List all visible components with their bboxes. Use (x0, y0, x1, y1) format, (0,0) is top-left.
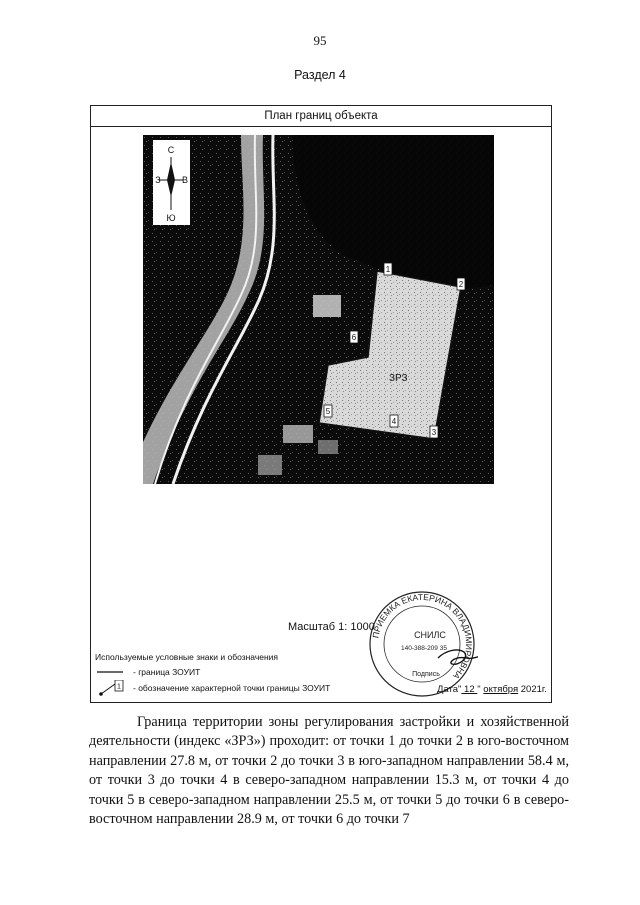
compass-west: З (155, 175, 161, 185)
plan-frame (90, 105, 552, 703)
point-marker (324, 405, 332, 417)
aerial-map (143, 135, 494, 484)
compass-north: С (167, 145, 175, 155)
date-month: октября (483, 684, 519, 695)
building (313, 295, 341, 317)
point-label: 4 (391, 417, 397, 426)
point-marker (350, 331, 358, 343)
building (283, 425, 313, 443)
compass (153, 140, 190, 225)
date-prefix: Дата" (437, 684, 462, 695)
point-marker (390, 415, 398, 427)
boundary-line-symbol (95, 664, 131, 680)
page-number: 95 (313, 33, 327, 48)
seal-inner-number: 140-388-209 35 (401, 645, 447, 652)
point-label: 1 (385, 265, 391, 274)
seal-outer-text: ПРИЕМКА ЕКАТЕРИНА ВЛАДИМИРОВНА (370, 591, 475, 682)
point-marker (430, 426, 438, 438)
point-marker (384, 263, 392, 275)
date-mid: " (477, 684, 484, 695)
point-label: 6 (351, 333, 357, 342)
date-line (437, 684, 547, 695)
building (318, 440, 338, 454)
compass-east: В (181, 175, 189, 185)
body-paragraph: Граница территории зоны регулирования застройки и хозяйственной деятельности (индекс «ЗРЗ») проходит: от точки 1 до точки 2 в юго-восточном направлении 27.8 м, от точки 2 до точки 3 в юго-западном направлении 58.4 м, от точки 3 до точки 4 в северо-западном направлении 15.3 м, от точки 4 до точки 5 в северо-западном направлении 25.5 м, от точки 5 до точки 6 в северо-восточном направлении 28.9 м, от точки 6 до точки 7 (89, 714, 569, 828)
seal-inner-label: СНИЛС (414, 630, 446, 640)
legend-item-boundary (95, 664, 200, 680)
legend-title: Используемые условные знаки и обозначения (95, 652, 279, 662)
point-label: 2 (458, 280, 464, 289)
signature-label: Подпись (412, 671, 440, 678)
plan-title: План границ объекта (91, 106, 551, 127)
date-day: 12 (461, 684, 478, 695)
legend-point-text: - обозначение характерной точки границы ЗОУИТ (133, 683, 331, 693)
section-title: Раздел 4 (294, 68, 346, 82)
zone-label: ЗРЗ (389, 373, 408, 384)
map-scale: Масштаб 1: 1000 (288, 621, 375, 633)
date-year: 2021г. (518, 684, 547, 695)
point-label: 5 (325, 407, 331, 416)
compass-south: Ю (166, 213, 176, 223)
point-label: 3 (431, 428, 437, 437)
point-marker-symbol (95, 680, 131, 696)
legend-item-point (95, 680, 330, 696)
legend-marker-number: 1 (117, 683, 121, 691)
legend-boundary-text: - граница ЗОУИТ (133, 667, 201, 677)
point-marker (457, 278, 465, 290)
building (258, 455, 282, 475)
